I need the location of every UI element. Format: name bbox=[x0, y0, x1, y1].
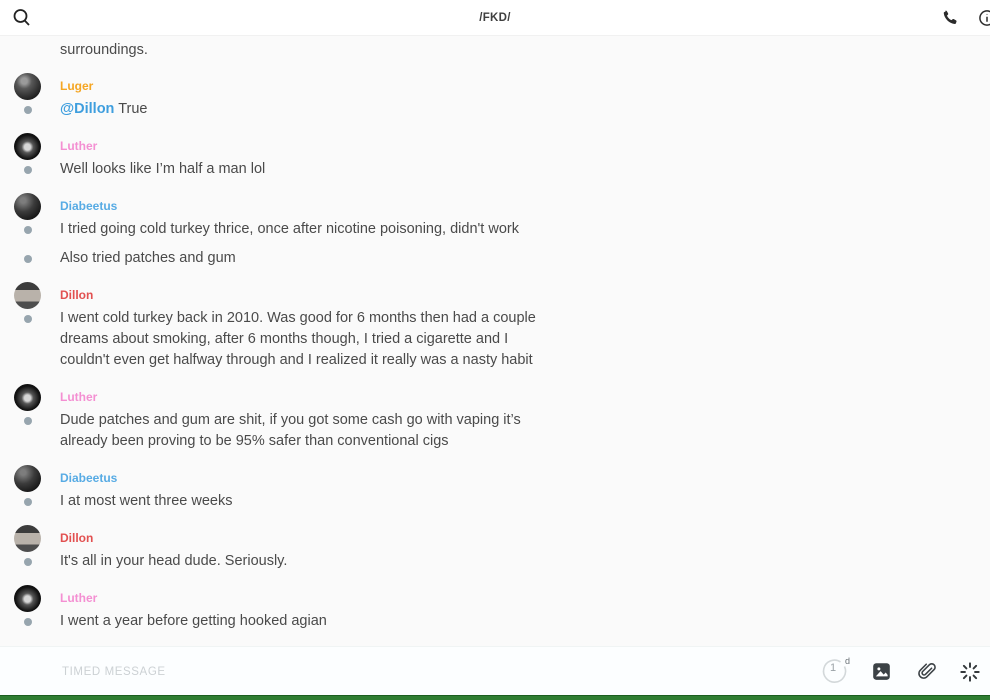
timer-unit: d bbox=[844, 655, 850, 666]
message-group bbox=[0, 73, 990, 120]
send-spinner-button[interactable] bbox=[950, 655, 990, 689]
message-body: Dude patches and gum are shit, if you got some cash go with vaping it’s already been proving to be 95% safer than conventional cigs bbox=[60, 412, 521, 449]
user-avatar[interactable] bbox=[14, 193, 41, 220]
message-body: I at most went three weeks bbox=[60, 493, 233, 509]
message-group bbox=[0, 282, 990, 371]
user-avatar[interactable] bbox=[14, 73, 41, 100]
spinner-icon bbox=[959, 661, 981, 683]
message-body: I went cold turkey back in 2010. Was good for 6 months then had a couple dreams about smoking, after 6 months though, I tried a cigarette and I couldn't even get halfway through and I realized it really was a nasty habit bbox=[60, 310, 536, 368]
user-avatar[interactable] bbox=[14, 525, 41, 552]
username[interactable]: Luther bbox=[60, 390, 98, 404]
username[interactable]: Luther bbox=[60, 591, 98, 605]
user-avatar[interactable] bbox=[14, 465, 41, 492]
message-status-dot bbox=[24, 558, 32, 566]
username[interactable]: Luther bbox=[60, 139, 98, 153]
username[interactable]: Luger bbox=[60, 79, 94, 93]
message-status-dot bbox=[24, 315, 32, 323]
call-button[interactable] bbox=[940, 7, 962, 29]
username[interactable]: Dillon bbox=[60, 288, 94, 302]
image-icon bbox=[871, 661, 892, 682]
message-text: @Dillon True bbox=[60, 99, 538, 120]
chat-title: /FKD/ bbox=[479, 11, 511, 24]
attach-file-button[interactable] bbox=[904, 655, 950, 689]
message-input[interactable] bbox=[60, 665, 812, 679]
message-area bbox=[0, 36, 990, 646]
info-button[interactable] bbox=[977, 7, 990, 29]
composer-tools bbox=[812, 655, 990, 689]
message-status-dot bbox=[24, 226, 32, 234]
user-avatar[interactable] bbox=[14, 133, 41, 160]
message-text bbox=[60, 551, 538, 572]
phone-icon bbox=[940, 8, 962, 28]
message-text bbox=[60, 159, 538, 180]
message-list bbox=[0, 73, 990, 632]
message-body: I tried going cold turkey thrice, once after nicotine poisoning, didn't work bbox=[60, 221, 519, 237]
message-text bbox=[60, 308, 538, 371]
message-group bbox=[0, 585, 990, 632]
user-avatar[interactable] bbox=[14, 585, 41, 612]
message-body: Also tried patches and gum bbox=[60, 250, 236, 266]
info-icon bbox=[977, 8, 990, 28]
top-bar bbox=[0, 0, 990, 36]
message-text bbox=[60, 491, 538, 512]
message-status-dot bbox=[24, 498, 32, 506]
username[interactable]: Dillon bbox=[60, 531, 94, 545]
partial-message: surroundings. bbox=[60, 42, 148, 58]
message-body: I went a year before getting hooked agian bbox=[60, 613, 327, 629]
username[interactable]: Diabeetus bbox=[60, 471, 118, 485]
timer-badge-icon bbox=[820, 657, 850, 687]
bottom-accent-bar bbox=[0, 695, 990, 700]
message-text bbox=[60, 248, 538, 269]
message-group bbox=[0, 525, 990, 572]
mention-link[interactable]: @Dillon bbox=[60, 101, 115, 117]
message-body: Well looks like I’m half a man lol bbox=[60, 161, 266, 177]
message-group bbox=[0, 465, 990, 512]
message-status-dot bbox=[24, 417, 32, 425]
user-avatar[interactable] bbox=[14, 282, 41, 309]
message-group bbox=[0, 133, 990, 180]
user-avatar[interactable] bbox=[14, 384, 41, 411]
paperclip-icon bbox=[917, 662, 937, 682]
username[interactable]: Diabeetus bbox=[60, 199, 118, 213]
message-body: It's all in your head dude. Seriously. bbox=[60, 553, 288, 569]
timer-value: 1 bbox=[829, 661, 837, 674]
message-status-dot bbox=[24, 618, 32, 626]
image-upload-button[interactable] bbox=[858, 655, 904, 689]
message-group bbox=[0, 193, 990, 269]
message-group bbox=[0, 384, 990, 452]
message-text bbox=[60, 410, 538, 452]
message-text bbox=[60, 611, 538, 632]
timed-message-duration-button[interactable] bbox=[812, 655, 858, 689]
message-status-dot bbox=[24, 166, 32, 174]
message-composer bbox=[0, 646, 990, 696]
message-status-dot bbox=[24, 106, 32, 114]
message-text bbox=[60, 219, 538, 240]
message-status-dot bbox=[24, 255, 32, 263]
